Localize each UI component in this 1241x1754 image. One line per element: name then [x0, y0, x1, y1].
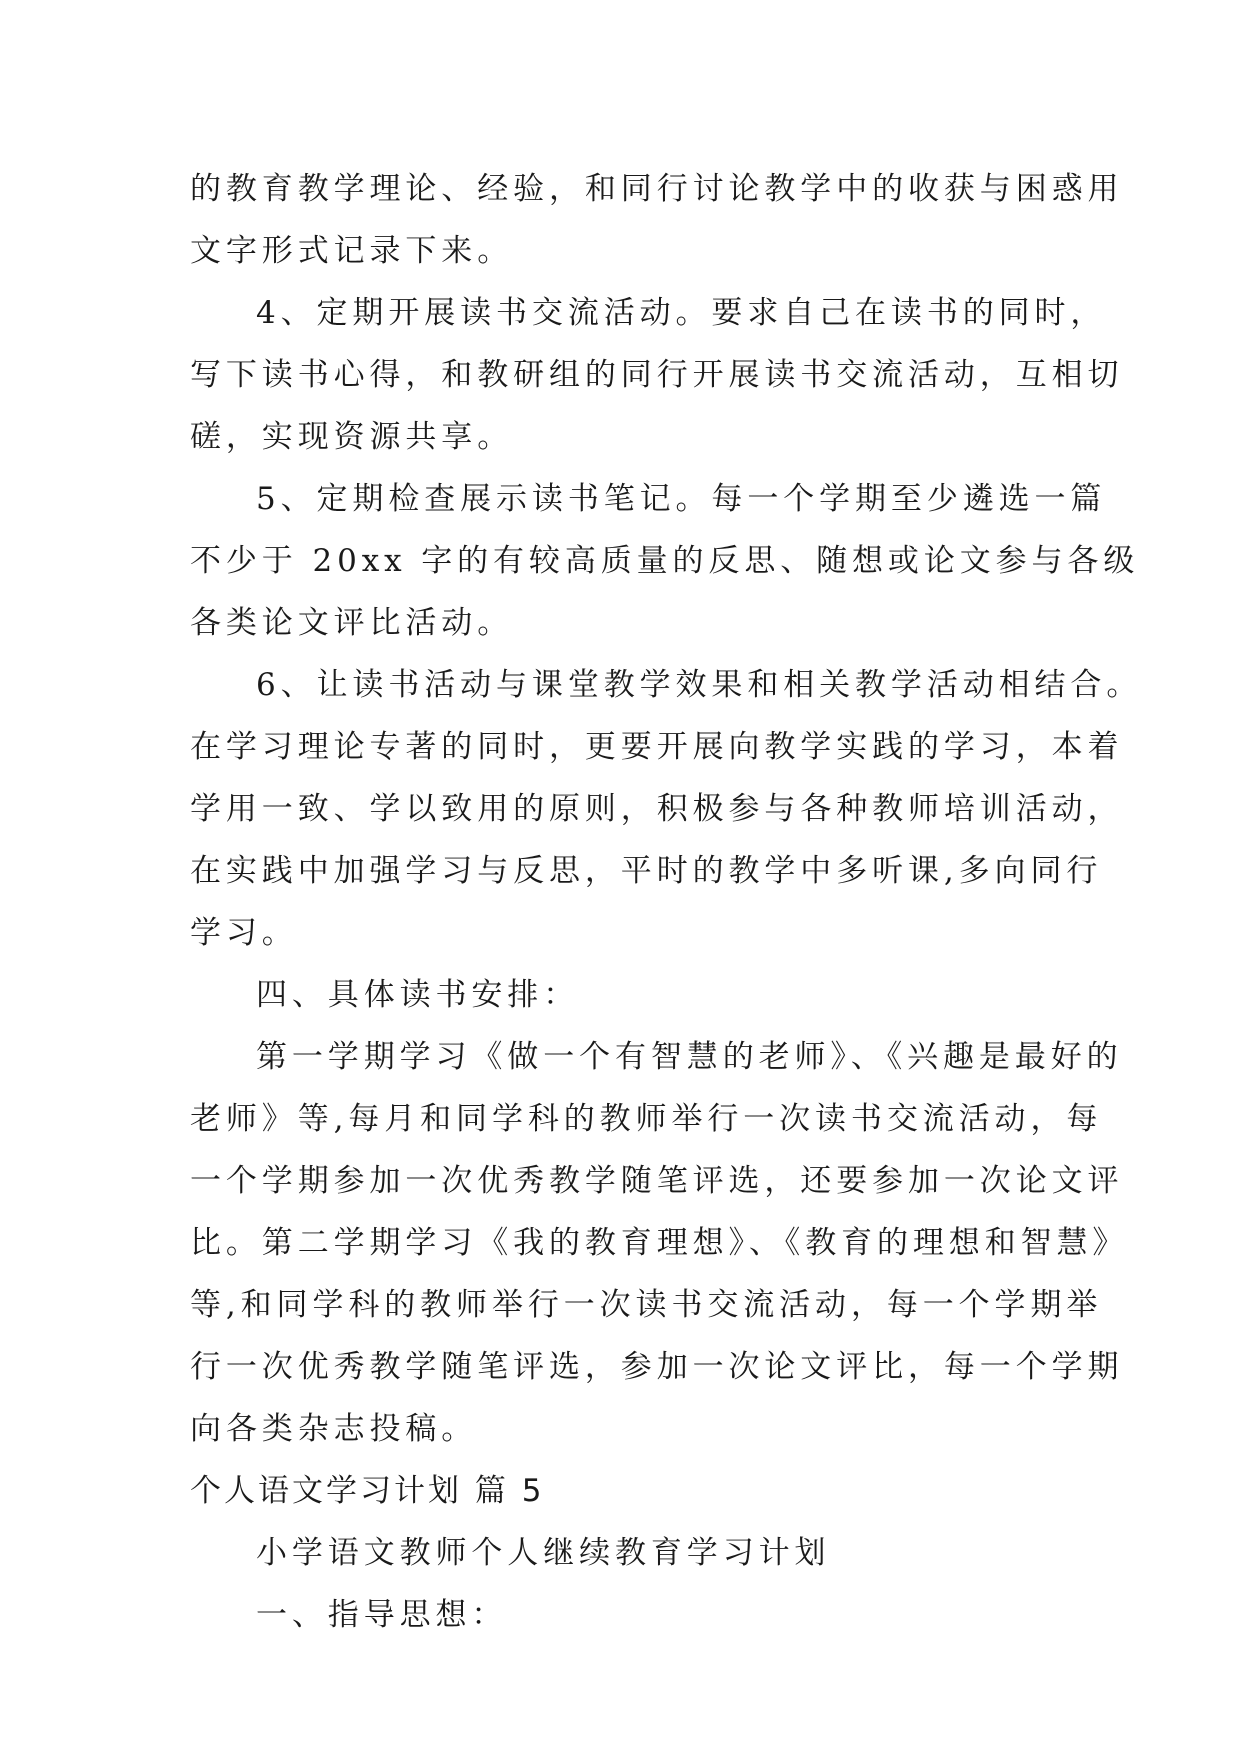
section-heading: 一、指导思想：	[256, 1597, 508, 1633]
text-line: 学习。	[190, 915, 298, 951]
text-line: 学用一致、学以致用的原则，积极参与各种教师培训活动，	[190, 791, 1124, 827]
document-body	[190, 158, 1143, 1646]
text-line: 4、定期开展读书交流活动。要求自己在读书的同时，	[256, 295, 1107, 331]
text-line: 6、让读书活动与课堂教学效果和相关教学活动相结合。	[256, 667, 1143, 703]
text-line: 第一学期学习《做一个有智慧的老师》、《兴趣是最好的	[256, 1039, 1123, 1075]
text-line: 写下读书心得，和教研组的同行开展读书交流活动，互相切	[190, 357, 1124, 393]
text-line: 比。第二学期学习《我的教育理想》、《教育的理想和智慧》	[190, 1225, 1129, 1261]
article-title: 个人语文学习计划 篇 5	[190, 1473, 545, 1509]
text-line: 各类论文评比活动。	[190, 605, 514, 641]
text-line: 文字形式记录下来。	[190, 233, 514, 269]
text-line: 在学习理论专著的同时，更要开展向教学实践的学习，本着	[190, 729, 1124, 765]
text-line: 在实践中加强学习与反思，平时的教学中多听课,多向同行	[190, 853, 1103, 889]
text-line: 行一次优秀教学随笔评选，参加一次论文评比，每一个学期	[190, 1349, 1124, 1385]
text-line: 一个学期参加一次优秀教学随笔评选，还要参加一次论文评	[190, 1163, 1124, 1199]
text-line: 磋，实现资源共享。	[190, 419, 514, 455]
section-heading: 四、具体读书安排：	[256, 977, 580, 1013]
text-line: 的教育教学理论、经验，和同行讨论教学中的收获与困惑用	[190, 171, 1124, 207]
text-line: 等,和同学科的教师举行一次读书交流活动，每一个学期举	[190, 1287, 1103, 1323]
text-line: 不少于 20xx 字的有较高质量的反思、随想或论文参与各级	[190, 543, 1140, 579]
article-subtitle: 小学语文教师个人继续教育学习计划	[256, 1535, 831, 1571]
text-line: 5、定期检查展示读书笔记。每一个学期至少遴选一篇	[256, 481, 1107, 517]
text-line: 老师》等,每月和同学科的教师举行一次读书交流活动，每	[190, 1101, 1103, 1137]
text-line: 向各类杂志投稿。	[190, 1411, 478, 1447]
